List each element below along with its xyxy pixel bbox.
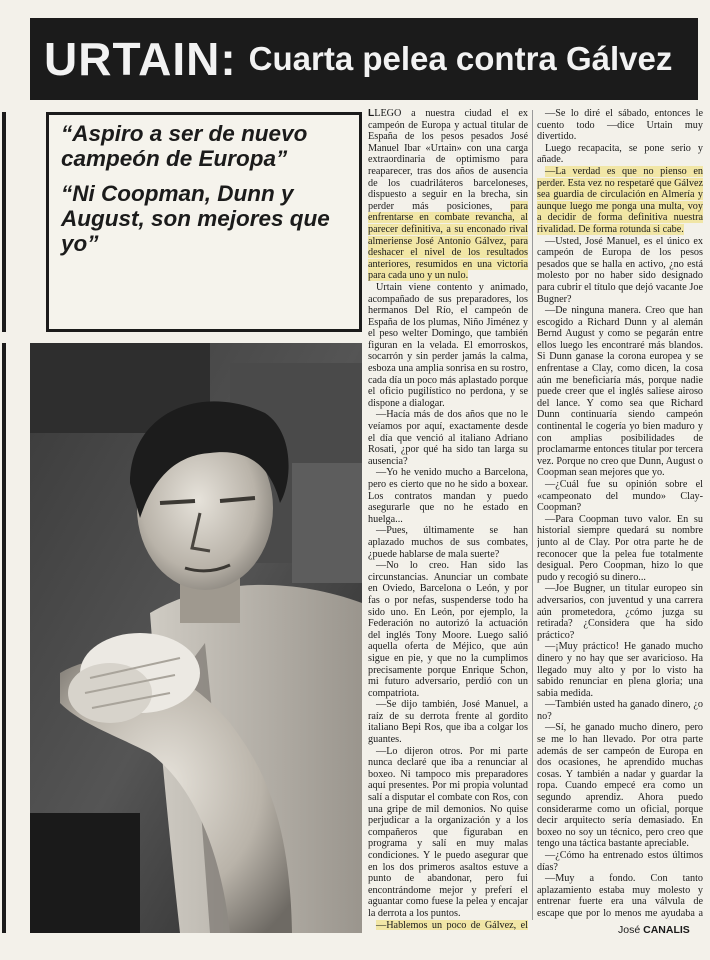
column-divider	[532, 110, 533, 920]
article-column-1	[368, 108, 528, 930]
col2-para-0: —Se lo diré el sábado, entonces le cuento todo —dice Urtain muy divertido.	[537, 108, 703, 143]
boxer-photo	[30, 343, 362, 933]
col2-para-10: —Sí, he ganado mucho dinero, pero se me lo han llevado. Por otra parte además de ser campeón de Europa en dos ocasiones, he aprendido muchas cosas. Y también a nadar y guardar la ropa. Cuando empecé era como un segundo aprendiz. Ahora puedo considerarme como un oficial, porque decir arquitecto sería demasiado. En boxeo no soy un técnico, pero creo que tengo una táctica bastante apreciable.	[537, 722, 703, 850]
col2-para-5: —¿Cuál fue su opinión sobre el «campeonato del mundo» Clay-Coopman?	[537, 479, 703, 514]
col2-para-2-highlight: —La verdad es que no pienso en perder. Esta vez no respetaré que Gálvez sea guardia de circulación en Almería y aunque luego me ponga una multa, voy a decidir de forma definitiva nuestra rivalidad. De forma rotunda si cabe.	[537, 165, 703, 235]
col2-para-8: —¡Muy práctico! He ganado mucho dinero y no hay que ser avaricioso. Ha llegado muy alto y por lo visto ha sabido renunciar en plena gloria; una sabia medida.	[537, 641, 703, 699]
col1-para-7: —Lo dijeron otros. Por mi parte nunca declaré que iba a renunciar al boxeo. Ni tampoco mis preparadores aquí presentes. Por mi propia voluntad salí a disputar el combate con Ros, con una gripe de mil demonios. No quise perjudicar a la organización y a los compañeros que figuraban en programa y salí en muy malas condiciones. Y le puedo asegurar que en los dos primeros asaltos estuve a punto de abandonar, pero fui encontrándome mejor y preferí el aguantar como fuese la pelea y encajar la derrota a los puntos.	[368, 745, 528, 919]
headline-bar	[30, 18, 698, 100]
headline-subtitle: Cuarta pelea contra Gálvez	[248, 40, 673, 77]
drop-cap: L	[368, 108, 375, 119]
col2-para-1: Luego recapacita, se pone serio y añade.	[537, 142, 703, 166]
col1-para-0-text: LEGO a nuestra ciudad el ex campeón de Europa y actual titular de España de los pesos pesados José Manuel Ibar «Urtain» con una carga extraordinaria de optimismo para reaparecer, tras dos años de ausencia de los cuadriláteros barceloneses, dispuesto a seguir en la brecha, sin perder más posiciones,	[368, 108, 528, 212]
pull-quote-box	[46, 112, 362, 332]
col1-para-8-highlight: —Hablemos un poco de Gálvez, el	[368, 920, 528, 930]
col1-para-8	[368, 920, 528, 930]
col1-para-6: —Se dijo también, José Manuel, a raíz de su derrota frente al gordito italiano Bepi Ros, que iba a colgar los guantes.	[368, 699, 528, 746]
headline-name: URTAIN:	[44, 33, 237, 85]
boxer-photo-illustration	[30, 343, 362, 933]
pull-quote-1: “Aspiro a ser de nuevo campeón de Europa”	[61, 121, 308, 171]
pull-quote-2: “Ni Coopman, Dunn y August, son mejores que yo”	[61, 181, 330, 256]
col1-para-0	[368, 108, 528, 282]
left-rule-top	[2, 112, 6, 332]
left-rule-bottom	[2, 343, 6, 933]
col1-para-4: —Pues, últimamente se han aplazado muchos de sus combates, ¿puede hablarse de mala suerte?	[368, 525, 528, 560]
byline-last: CANALIS	[643, 924, 690, 936]
col1-para-2: —Hacía más de dos años que no le veíamos por aquí, exactamente desde el día que venció al italiano Adriano Rosati, ¿por qué ha sido tan larga su ausencia?	[368, 409, 528, 467]
col2-para-11: —¿Cómo ha entrenado estos últimos días?	[537, 850, 703, 873]
col1-para-0-highlight: para enfrentarse en combate revancha, al parecer definitiva, a su enconado rival almeriense José Antonio Gálvez, para deshacer el nivel de los resultados anteriores, resumidos en una victoria para cada uno y un nulo.	[368, 200, 528, 282]
article-column-2	[537, 108, 703, 920]
col1-para-5: —No lo creo. Han sido las circunstancias. Anunciar un combate en Oviedo, Barcelona o León, y por fas o por nefas, suspenderse todo ha sido uno. En León, por ejemplo, la Federación no autorizó la actuación del inglés Tony Moore. Luego salió aquella oferta de Méjico, que aún sigue en pie, y que no la cumplimos precisamente porque Enrique Schon, mi futuro adversario, perdió con un compatriota.	[368, 560, 528, 699]
col1-para-1: Urtain viene contento y animado, acompañado de sus preparadores, los hermanos Del Río, el campeón de España de los plumas, Niño Jiménez y el peso welter Domingo, que también figuran en la velada. El emorroskos, socarrón y sin perder jamás la calma, esboza una amplia sonrisa en su rostro, cada día un poco más aplastado porque el oficio pugilístico no perdona, y se dispone a dialogar.	[368, 281, 528, 409]
col2-para-7: —Joe Bugner, un titular europeo sin adversarios, con juventud y una carrera aún prometedora, ¿cómo juzga su retirada? ¿Considera que ha sido práctico?	[537, 583, 703, 641]
col2-para-4: —De ninguna manera. Creo que han escogido a Richard Dunn y al alemán Bernd August y como se pegarán entre ellos luego les encontraré más blandos. Si Dunn ganase la corona europea y se enfrentase a Clay, como dicen, la cosa aún me beneficiaría más, porque nadie puede creer que el inglés saliese airoso del lance. Y como sea que Richard Dunn continuaría siendo campeón continental le cogería yo bien maduro y con amplias posibilidades de proclamarme entonces titular por tercera vez. Porque no creo que Dunn, August o Coopman sean mejores que yo.	[537, 305, 703, 479]
col2-para-3: —Usted, José Manuel, es el único ex campeón de Europa de los pesos pesados que se halla en activo, ¿no está molesto por no haber sido designado para cubrir el título que dejó vacante Joe Bugner?	[537, 235, 703, 305]
author-byline	[618, 924, 690, 936]
col1-para-3: —Yo he venido mucho a Barcelona, pero es cierto que no he sido a boxear. Los contratos mandan y puedo asegurarle que no he estado en huelga...	[368, 467, 528, 525]
col2-para-9: —También usted ha ganado dinero, ¿o no?	[537, 699, 703, 722]
col2-para-2	[537, 166, 703, 236]
col2-para-6: —Para Coopman tuvo valor. En su historial siempre quedará su nombre junto al de Clay. Por otra parte he de reconocer que la pelea fue totalmente desigual. Pero Coopman, hizo lo que pudo y recogió su dinero...	[537, 513, 703, 583]
byline-first: José	[618, 924, 641, 936]
col2-para-12: —Muy a fondo. Con tanto aplazamiento estaba muy molesto y entrenar fuerte era una válvula de escape que por lo menos me ayudaba a	[537, 873, 703, 919]
